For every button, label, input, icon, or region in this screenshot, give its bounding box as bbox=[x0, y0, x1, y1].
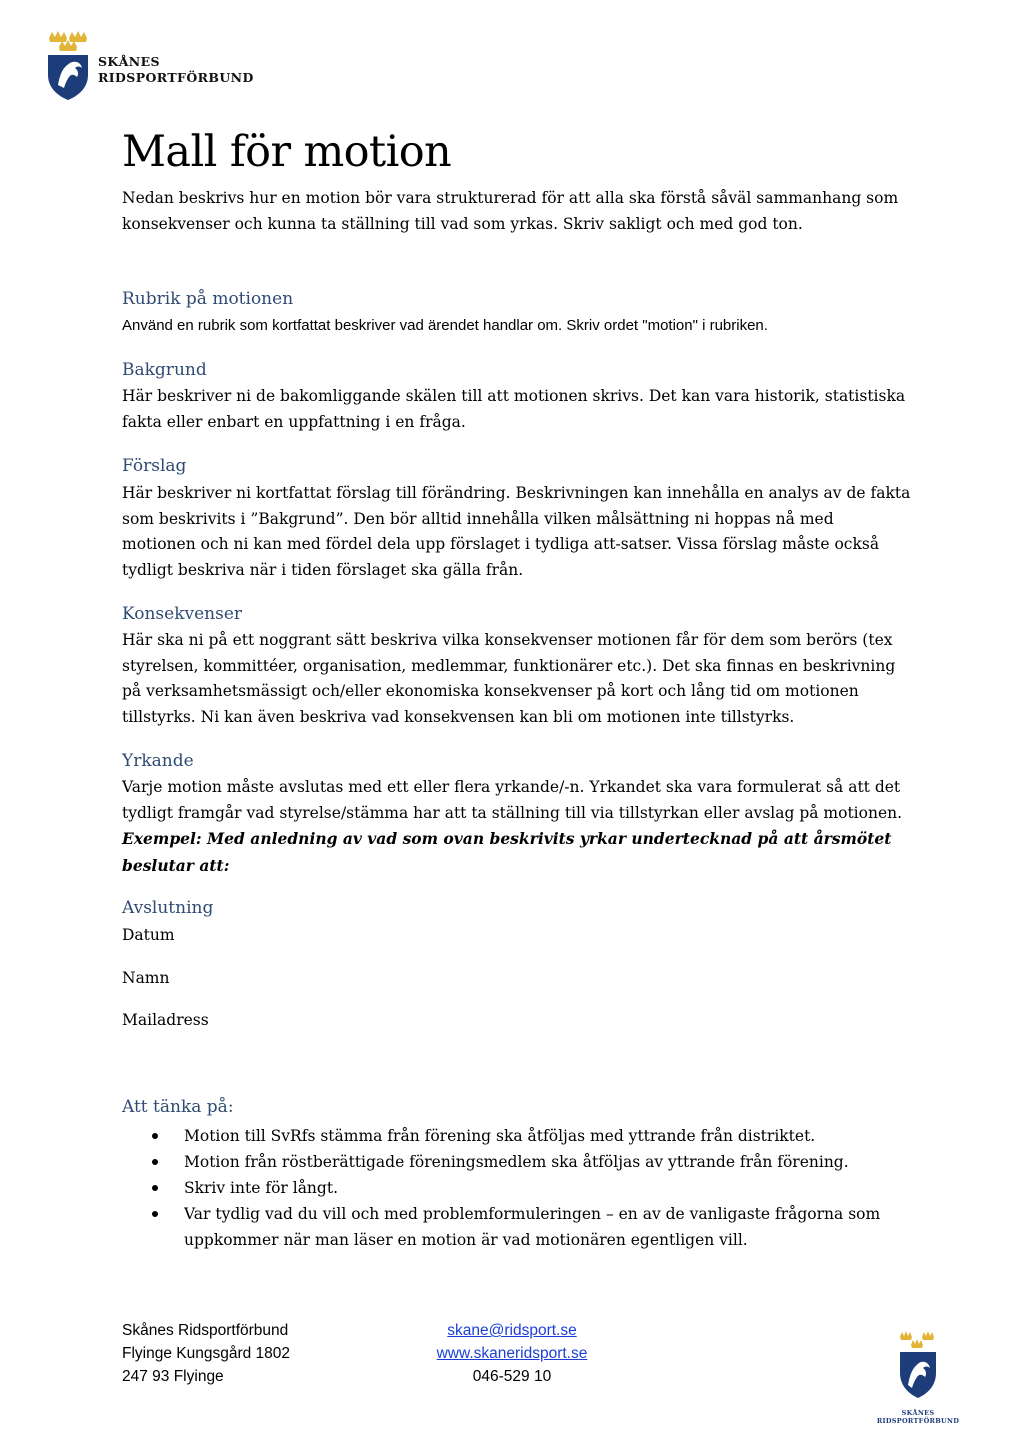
heading-att-tanka: Att tänka på: bbox=[122, 1097, 234, 1117]
heading-rubrik: Rubrik på motionen bbox=[122, 289, 294, 309]
text-forslag: Här beskriver ni kortfattat förslag till förändring. Beskrivningen kan innehålla en analys av de fakta som beskrivits i ”Bakgrund”. Den bör alltid innehålla vilken målsättning ni hoppas nå med motionen och ni kan med fördel dela upp förslaget i tydliga att-satser. Vissa förslag måste också tydligt beskriva när i tiden förslaget ska gälla från. bbox=[122, 484, 911, 579]
list-item: Motion till SvRfs stämma från förening ska åtföljas med yttrande från distriktet. bbox=[150, 1123, 920, 1149]
logo bbox=[46, 30, 286, 102]
footer-address-line-1: Flyinge Kungsgård 1802 bbox=[122, 1345, 291, 1362]
label-namn: Namn bbox=[122, 969, 170, 987]
heading-bakgrund: Bakgrund bbox=[122, 360, 207, 380]
heading-yrkande: Yrkande bbox=[122, 751, 194, 771]
heading-forslag: Förslag bbox=[122, 456, 187, 476]
page-title: Mall för motion bbox=[122, 127, 452, 177]
intro-text: Nedan beskrivs hur en motion bör vara strukturerad för att alla ska förstå såväl sammanhang som konsekvenser och kunna ta ställning till vad som yrkas. Skriv sakligt och med god ton. bbox=[122, 189, 899, 233]
list-item: Skriv inte för långt. bbox=[150, 1175, 920, 1201]
website-link[interactable]: www.skaneridsport.se bbox=[436, 1345, 588, 1362]
text-yrkande bbox=[122, 775, 912, 879]
heading-avslutning: Avslutning bbox=[122, 898, 214, 918]
bullet-icon bbox=[152, 1159, 158, 1165]
list-item: Var tydlig vad du vill och med problemformuleringen – en av de vanligaste frågorna som uppkommer när man läser en motion är vad motionären egentligen vill. bbox=[150, 1201, 920, 1253]
text-konsekvenser: Här ska ni på ett noggrant sätt beskriva vilka konsekvenser motionen får för dem som berörs (tex styrelsen, kommittéer, organisation, medlemmar, funktionärer etc.). Det ska finnas en beskrivning på verksamhetsmässigt och/eller ekonomiska konsekvenser på kort och lång tid om motionen tillstyrks. Ni kan även beskriva vad konsekvensen kan bli om motionen inte tillstyrks. bbox=[122, 631, 896, 726]
yrkande-body: Varje motion måste avslutas med ett eller flera yrkande/-n. Yrkandet ska vara formulerat så att det tydligt framgår vad styrelse/stämma har att ta ställning till via tillstyrkan eller avslag på motionen. bbox=[122, 778, 903, 822]
bullet-icon bbox=[152, 1133, 158, 1139]
footer-org-name: Skånes Ridsportförbund bbox=[122, 1322, 289, 1339]
footer-logo-line-1: SKÅNES bbox=[901, 1409, 935, 1417]
list-item: Motion från röstberättigade föreningsmedlem ska åtföljas av yttrande från förening. bbox=[150, 1149, 920, 1175]
footer-logo-line-2: RIDSPORTFÖRBUND bbox=[876, 1416, 960, 1425]
heading-konsekvenser: Konsekvenser bbox=[122, 604, 243, 624]
footer-address bbox=[122, 1319, 290, 1388]
yrkande-example: Exempel: Med anledning av vad som ovan beskrivits yrkar undertecknad på att årsmötet beslutar att: bbox=[122, 829, 892, 875]
text-bakgrund: Här beskriver ni de bakomliggande skälen till att motionen skrivs. Det kan vara historik, statistiska fakta eller enbart en uppfattning i en fråga. bbox=[122, 387, 906, 431]
brand-line-2: RIDSPORTFÖRBUND bbox=[98, 70, 254, 85]
tips-list bbox=[150, 1123, 920, 1253]
email-link[interactable]: skane@ridsport.se bbox=[447, 1322, 577, 1339]
footer-phone: 046-529 10 bbox=[472, 1368, 552, 1385]
footer-address-line-2: 247 93 Flyinge bbox=[122, 1368, 224, 1385]
bullet-icon bbox=[152, 1185, 158, 1191]
text-rubrik: Använd en rubrik som kortfattat beskriver vad ärendet handlar om. Skriv ordet "motion" i rubriken. bbox=[122, 317, 768, 334]
label-datum: Datum bbox=[122, 926, 175, 944]
bullet-icon bbox=[152, 1211, 158, 1217]
brand-line-1: SKÅNES bbox=[98, 54, 160, 69]
footer-contact bbox=[412, 1319, 612, 1388]
footer-logo-text bbox=[868, 1410, 968, 1425]
label-mailadress: Mailadress bbox=[122, 1011, 209, 1029]
